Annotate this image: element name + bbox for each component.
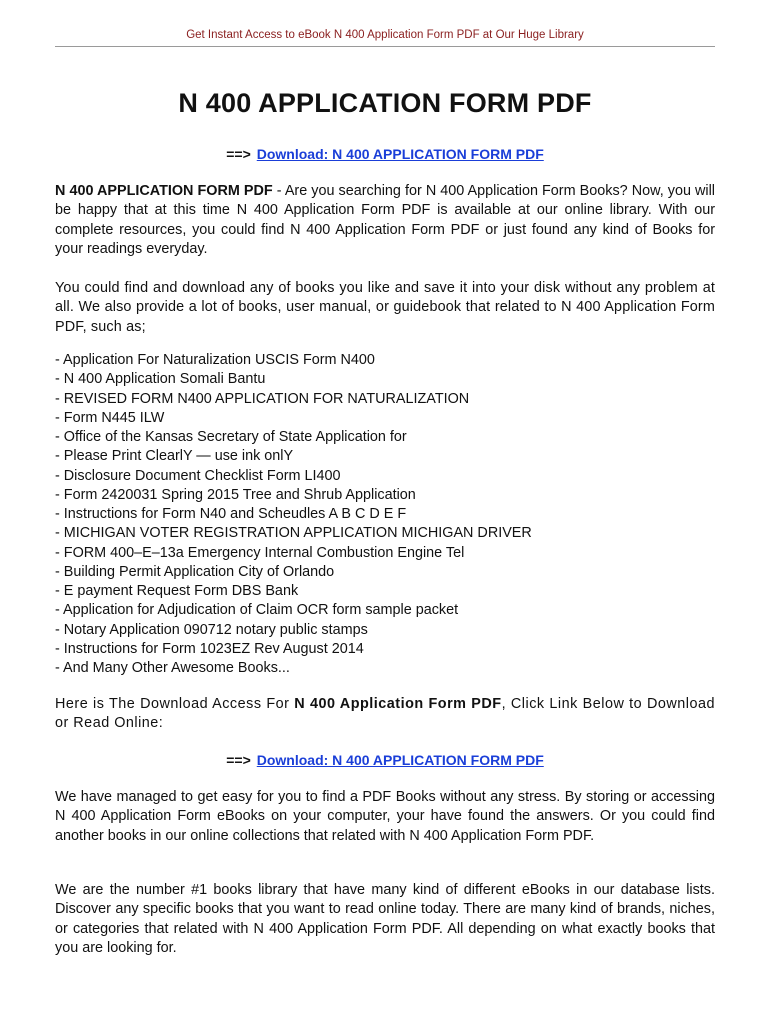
download-link-top[interactable]: Download: N 400 APPLICATION FORM PDF — [256, 146, 544, 162]
list-item: - E payment Request Form DBS Bank — [55, 583, 299, 599]
list-item: - Notary Application 090712 notary public stamps — [55, 621, 368, 638]
list-item: - Instructions for Form 1023EZ Rev August 2014 — [55, 640, 364, 657]
list-item: - MICHIGAN VOTER REGISTRATION APPLICATION MICHIGAN DRIVER — [55, 525, 532, 542]
access-paragraph — [55, 695, 715, 734]
download-line-bottom — [0, 752, 770, 768]
intro-text: - Are you searching for N 400 Application Form Books? Now, you will be happy that at this time N 400 Application Form PDF is available at our online library. With our complete resources, you could find N 400 Application Form PDF or just found any kind of Books for your readings everyday. — [55, 183, 715, 257]
access-text-after: , Click Link Below to Download or Read Online: — [55, 696, 715, 732]
header-divider — [55, 46, 715, 47]
list-item: - Form N445 ILW — [55, 409, 165, 426]
list-item: - And Many Other Awesome Books... — [55, 660, 290, 676]
list-item: - Application For Naturalization USCIS Form N400 — [55, 352, 375, 368]
managed-paragraph: We have managed to get easy for you to find a PDF Books without any stress. By storing or accessing N 400 Application Form eBooks on your computer, your have found the answers. Or you could find another books in our online collections that related with N 400 Application Form PDF. — [55, 789, 715, 844]
list-item: - N 400 Application Somali Bantu — [55, 371, 266, 388]
related-books-list — [55, 351, 715, 678]
list-item: - Building Permit Application City of Orlando — [55, 563, 335, 580]
page-title: N 400 APPLICATION FORM PDF — [178, 88, 592, 118]
access-text-bold: N 400 Application Form PDF — [294, 696, 502, 712]
list-item: - Please Print ClearlY — use ink onlY — [55, 448, 294, 465]
download-arrow: ==> — [226, 146, 251, 162]
list-item: - Disclosure Document Checklist Form LI400 — [55, 467, 341, 484]
download-link-bottom[interactable]: Download: N 400 APPLICATION FORM PDF — [256, 752, 544, 768]
intro-paragraph — [55, 182, 715, 259]
list-item: - REVISED FORM N400 APPLICATION FOR NATURALIZATION — [55, 390, 470, 407]
related-books-paragraph: You could find and download any of books you like and save it into your disk without any problem at all. We also provide a lot of books, user manual, or guidebook that related to N 400 Application Form PDF, such as; — [55, 280, 715, 335]
page-header: Get Instant Access to eBook N 400 Application Form PDF at Our Huge Library — [186, 29, 584, 41]
access-text-before: Here is The Download Access For — [55, 696, 295, 712]
list-item: - Application for Adjudication of Claim OCR form sample packet — [55, 602, 459, 619]
list-item: - Form 2420031 Spring 2015 Tree and Shrub Application — [55, 486, 416, 503]
list-item: - Instructions for Form N40 and Scheudles A B C D E F — [55, 506, 407, 522]
list-item: - FORM 400–E–13a Emergency Internal Combustion Engine Tel — [55, 544, 465, 561]
download-line-top — [0, 146, 770, 162]
download-arrow: ==> — [226, 752, 251, 768]
intro-lead: N 400 APPLICATION FORM PDF — [55, 183, 273, 199]
list-item: - Office of the Kansas Secretary of State Application for — [55, 429, 407, 445]
library-paragraph: We are the number #1 books library that have many kind of different eBooks in our database lists. Discover any specific books that you want to read online today. There are many kind of brands, niches, or categories that related with N 400 Application Form PDF. All depending on what exactly books that you are looking for. — [55, 882, 715, 956]
